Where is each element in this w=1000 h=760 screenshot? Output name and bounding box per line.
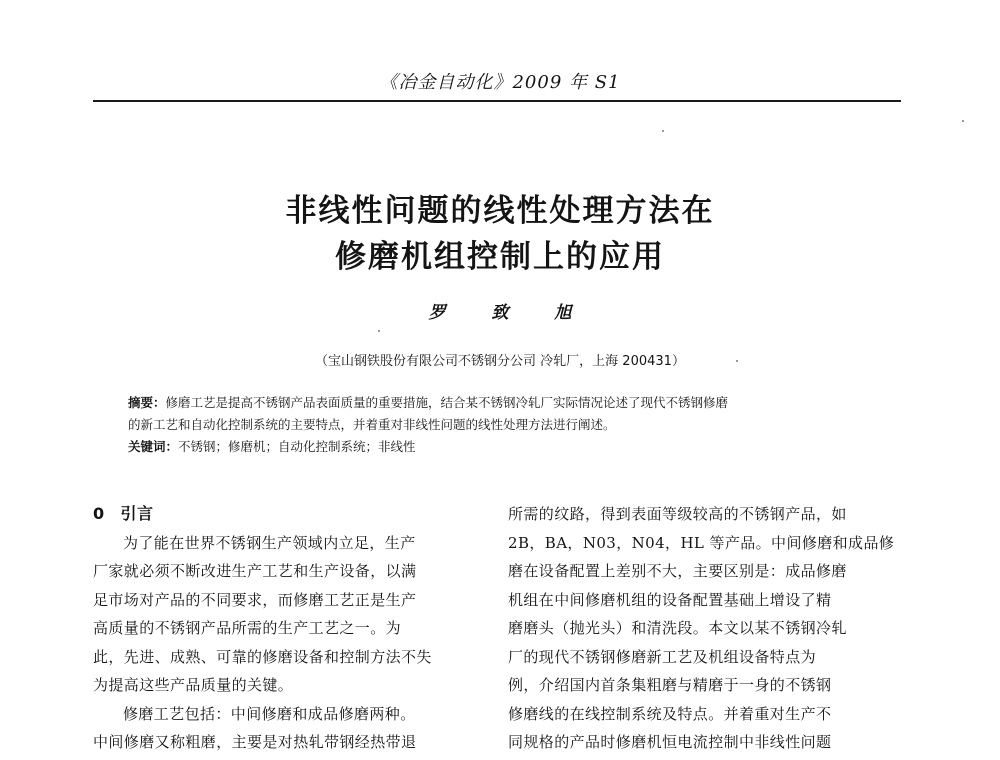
body-line: 修磨线的在线控制系统及特点。并着重对生产不 xyxy=(508,704,832,723)
body-line: 修磨工艺包括：中间修磨和成品修磨两种。 xyxy=(123,704,416,723)
section-title: 引言 xyxy=(120,504,154,523)
abstract-label: 摘要： xyxy=(128,395,166,410)
affiliation: （宝山钢铁股份有限公司不锈钢分公司 冷轧厂，上海 200431） xyxy=(315,354,685,369)
body-line: 同规格的产品时修磨机恒电流控制中非线性问题 xyxy=(508,733,832,751)
section-number: 0 xyxy=(93,504,105,523)
keywords-text: 不锈钢；修磨机；自动化控制系统；非线性 xyxy=(178,439,416,454)
body-line: 2B，BA，N03，N04，HL 等产品。中间修磨和成品修 xyxy=(508,533,895,552)
title-line-1: 非线性问题的线性处理方法在 xyxy=(285,193,715,229)
body-line: 机组在中间修磨机组的设备配置基础上增设了精 xyxy=(508,590,832,609)
abstract-text-1: 修磨工艺是提高不锈钢产品表面质量的重要措施，结合某不锈钢冷轧厂实际情况论述了现代不锈钢修磨 xyxy=(165,395,729,410)
right-column xyxy=(508,500,908,757)
body-line: 足市场对产品的不同要求，而修磨工艺正是生产 xyxy=(93,590,417,609)
keywords-label: 关键词： xyxy=(128,439,179,454)
running-head: 《冶金自动化》2009 年 S1 xyxy=(379,72,621,93)
author: 罗 致 旭 xyxy=(428,303,592,323)
body-line: 为提高这些产品质量的关键。 xyxy=(93,676,294,694)
abstract-line-1 xyxy=(128,392,888,414)
keywords-line xyxy=(128,436,888,458)
body-line: 此，先进、成熟、可靠的修磨设备和控制方法不失 xyxy=(93,647,432,666)
section-heading xyxy=(93,500,493,529)
left-column xyxy=(93,500,493,757)
body-line: 厂的现代不锈钢修磨新工艺及机组设备特点为 xyxy=(508,647,817,666)
body-line: 高质量的不锈钢产品所需的生产工艺之一。为 xyxy=(93,619,402,637)
scan-speck xyxy=(662,130,664,132)
body-line: 中间修磨又称粗磨，主要是对热轧带钢经热带退 xyxy=(93,733,417,751)
abstract-block xyxy=(128,392,888,458)
abstract-line-2: 的新工艺和自动化控制系统的主要特点，并着重对非线性问题的线性处理方法进行阐述。 xyxy=(128,417,616,432)
body-line: 磨磨头（抛光头）和清洗段。本文以某不锈钢冷轧 xyxy=(508,619,847,637)
body-line: 为了能在世界不锈钢生产领域内立足，生产 xyxy=(123,533,416,552)
header-rule xyxy=(93,100,901,102)
body-line: 所需的纹路，得到表面等级较高的不锈钢产品，如 xyxy=(508,505,847,523)
body-line: 磨在设备配置上差别不大，主要区别是：成品修磨 xyxy=(508,562,847,580)
scan-speck xyxy=(962,120,964,122)
title-line-2: 修磨机组控制上的应用 xyxy=(335,239,665,275)
body-line: 厂家就必须不断改进生产工艺和生产设备，以满 xyxy=(93,562,417,580)
scan-speck xyxy=(378,330,380,332)
body-line: 例，介绍国内首条集粗磨与精磨于一身的不锈钢 xyxy=(508,676,832,694)
